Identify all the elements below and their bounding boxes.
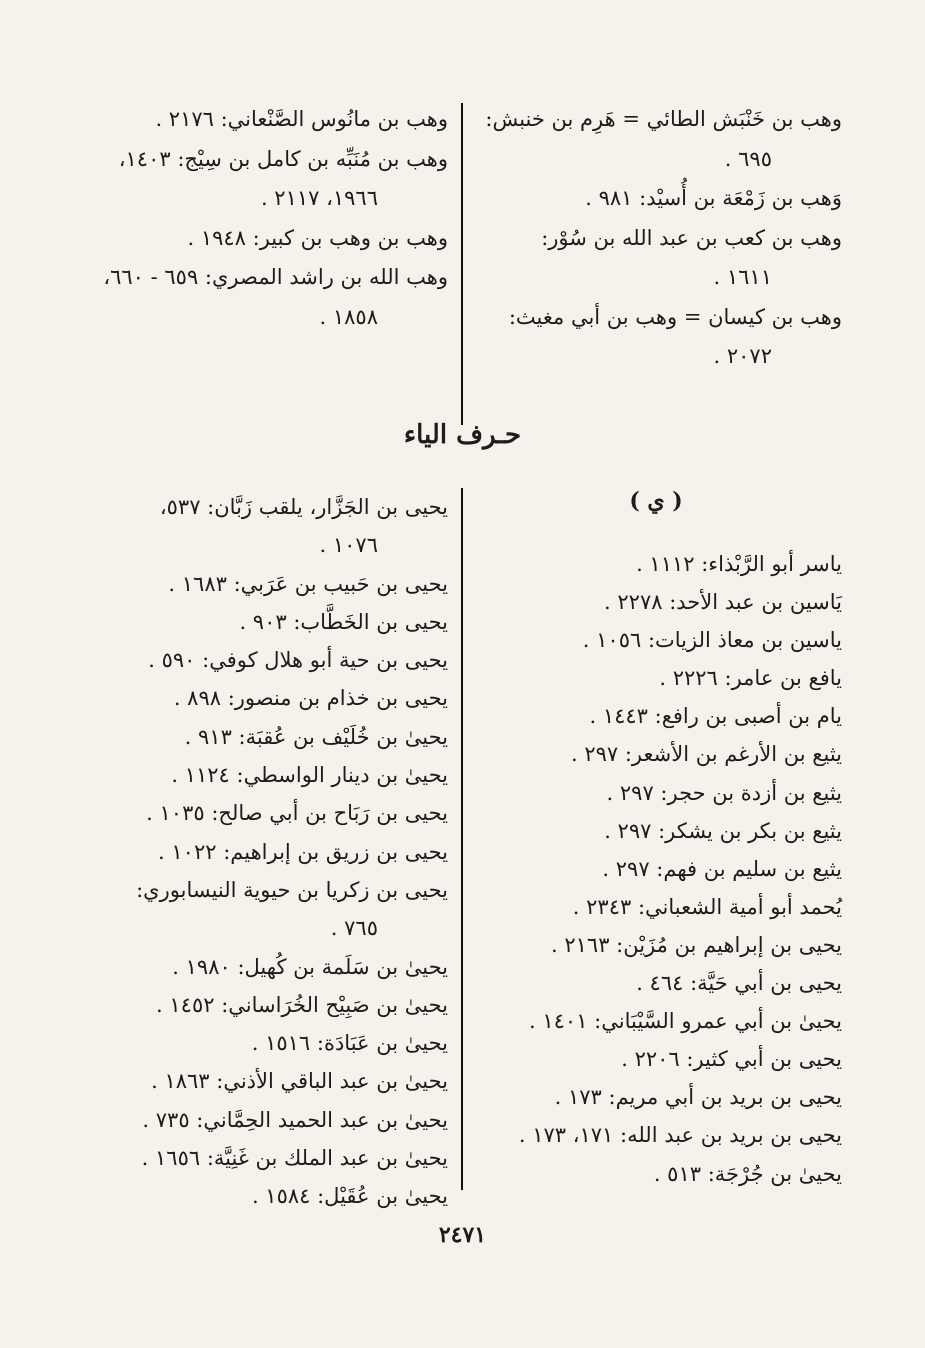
- index-entry: يثيع بن الأرغم بن الأشعر: ٢٩٧ .: [570, 742, 842, 767]
- index-entry-continuation: ٢٠٧٢ .: [713, 344, 772, 368]
- index-entry: يحيى بن بريد بن أبي مريم: ١٧٣ .: [554, 1085, 842, 1110]
- bottom-right-column: [470, 545, 842, 1193]
- index-entry: وهب بن كعب بن عبد الله بن سُوْر:: [541, 225, 842, 250]
- index-entry: يحيىٰ بن عبد الحميد الحِمَّاني: ٧٣٥ .: [142, 1107, 448, 1132]
- index-entry-continuation: ١٦١١ .: [713, 265, 772, 289]
- index-entry-continuation: ١٨٥٨ .: [319, 304, 378, 329]
- index-entry: يُحمد أبو أمية الشعباني: ٢٣٤٣ .: [572, 894, 842, 919]
- index-entry: يحيىٰ بن عَبَادَة: ١٥١٦ .: [251, 1031, 448, 1056]
- index-entry: يحيى بن حية أبو هلال كوفي: ٥٩٠ .: [148, 648, 448, 673]
- index-entry: وهب بن مُنَبِّه بن كامل بن سِيْج: ١٤٠٣،: [118, 146, 448, 171]
- index-entry: يحيىٰ بن جُرْجَة: ٥١٣ .: [653, 1161, 842, 1186]
- index-entry: يثيع بن أزدة بن حجر: ٢٩٧ .: [606, 780, 842, 805]
- index-entry-continuation: ١٩٦٦، ٢١١٧ .: [260, 186, 378, 210]
- index-entry: يثيع بن بكر بن يشكر: ٢٩٧ .: [604, 818, 842, 843]
- letter-marker: ( ي ): [629, 488, 683, 514]
- index-entry: وهب بن كيسان = وهب بن أبي مغيث:: [508, 304, 842, 329]
- index-entry: يحيىٰ بن عبد الباقي الأذني: ١٨٦٣ .: [151, 1069, 448, 1094]
- index-entry: يحيىٰ بن صَبِيْح الخُرَاساني: ١٤٥٢ .: [156, 992, 448, 1017]
- index-entry: يحيىٰ بن عبد الملك بن غَنِيَّة: ١٦٥٦ .: [141, 1146, 448, 1171]
- index-entry: يحيى بن خذام بن منصور: ٨٩٨ .: [173, 686, 448, 711]
- column-divider-top: [461, 103, 463, 425]
- index-entry: وهب الله بن راشد المصري: ٦٥٩ - ٦٦٠،: [103, 265, 448, 289]
- index-entry: يحيى بن أبي حَيَّة: ٤٦٤ .: [636, 971, 842, 996]
- index-entry: يحيىٰ بن خُلَيْف بن عُقبَة: ٩١٣ .: [184, 724, 448, 749]
- index-entry: وهب بن وهب بن كبير: ١٩٤٨ .: [187, 225, 448, 250]
- top-left-column: [60, 100, 448, 337]
- index-entry: يافع بن عامر: ٢٢٢٦ .: [659, 666, 842, 691]
- index-entry: يحيى بن حَبيب بن عَرَبي: ١٦٨٣ .: [168, 571, 448, 596]
- index-entry: يحيى بن بريد بن عبد الله: ١٧١، ١٧٣ .: [518, 1123, 842, 1148]
- index-entry: ياسين بن معاذ الزيات: ١٠٥٦ .: [582, 628, 842, 653]
- index-entry: يحيى بن الخَطَّاب: ٩٠٣ .: [239, 609, 448, 634]
- index-entry: يحيىٰ بن أبي عمرو السَّيْبَاني: ١٤٠١ .: [529, 1009, 842, 1034]
- index-entry: يحيىٰ بن دينار الواسطي: ١١٢٤ .: [171, 763, 448, 788]
- index-entry: يحيى بن رَبَاح بن أبي صالح: ١٠٣٥ .: [146, 801, 448, 826]
- index-entry: يحيىٰ بن سَلَمة بن كُهيل: ١٩٨٠ .: [172, 954, 448, 979]
- index-entry: ياسر أبو الرَّبْذاء: ١١١٢ .: [636, 552, 842, 576]
- section-heading: حـرف الياء: [403, 420, 522, 450]
- column-divider-bottom: [461, 488, 463, 1190]
- index-entry: يحيى بن زكريا بن حيوية النيسابوري:: [136, 877, 448, 902]
- index-entry: وهب بن خَنْبَش الطائي = هَرِم بن خنبش:: [485, 107, 842, 131]
- index-entry: يام بن أصبى بن رافع: ١٤٤٣ .: [589, 704, 842, 729]
- index-entry: يثيع بن سليم بن فهم: ٢٩٧ .: [602, 856, 842, 881]
- index-entry: يحيى بن أبي كثير: ٢٢٠٦ .: [621, 1047, 842, 1072]
- index-entry-continuation: ٦٩٥ .: [724, 146, 772, 171]
- index-entry-continuation: ٧٦٥ .: [330, 916, 378, 941]
- index-entry: يَاسين بن عبد الأحد: ٢٢٧٨ .: [604, 590, 842, 615]
- index-entry-continuation: ١٠٧٦ .: [319, 533, 378, 558]
- index-entry: وهب بن مانُوس الصَّنْعاني: ٢١٧٦ .: [155, 107, 448, 131]
- bottom-left-column: [60, 488, 448, 1216]
- top-right-column: [470, 100, 842, 377]
- index-entry: يحيى بن الجَزَّار، يلقب زَبَّان: ٥٣٧،: [159, 495, 448, 519]
- index-entry: يحيى بن إبراهيم بن مُزَيْن: ٢١٦٣ .: [551, 932, 842, 957]
- page-number: ٢٤٧١: [438, 1222, 487, 1248]
- index-entry: وَهب بن زَمْعَة بن أُسيْد: ٩٨١ .: [585, 186, 842, 210]
- index-entry: يحيىٰ بن عُقَيْل: ١٥٨٤ .: [251, 1184, 448, 1209]
- index-entry: يحيى بن زريق بن إبراهيم: ١٠٢٢ .: [158, 839, 448, 864]
